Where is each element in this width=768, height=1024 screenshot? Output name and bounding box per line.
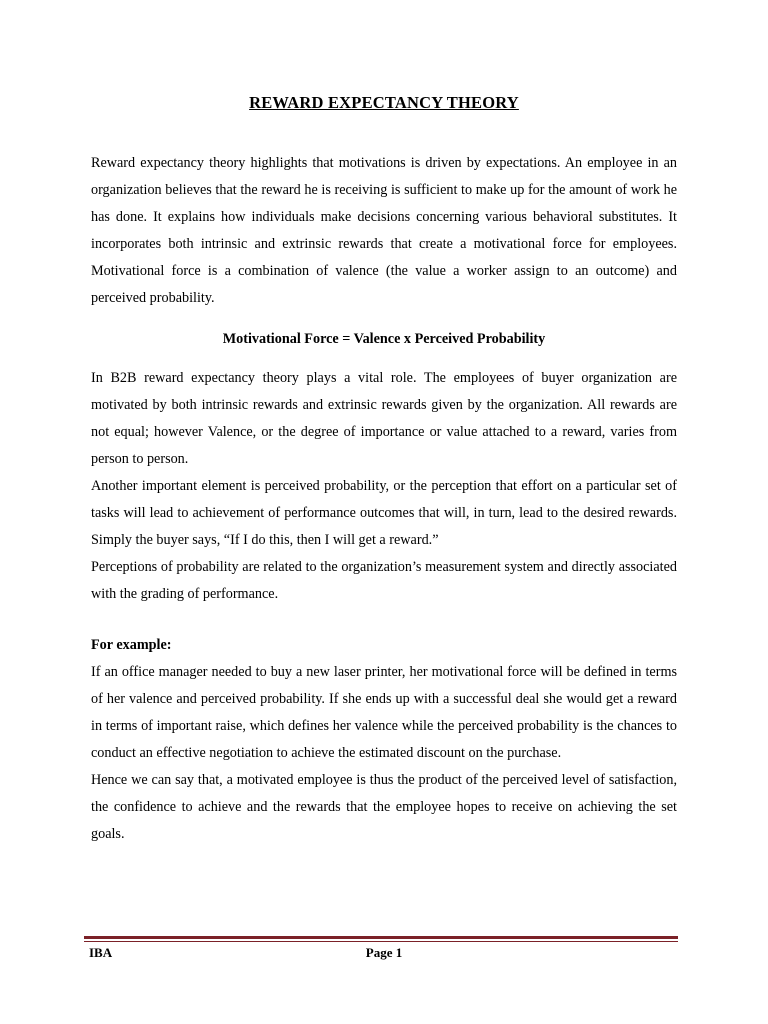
paragraph-example: If an office manager needed to buy a new laser printer, her motivational force will be defined in terms of her valence and perceived probability. If she ends up with a successful deal she would get a reward in terms of important raise, which defines her valence while the perceived probability is the chances to conduct an effective negotiation to achieve the estimated discount on the purchase. (91, 664, 677, 761)
document-title: REWARD EXPECTANCY THEORY (249, 93, 519, 112)
paragraph-intro: Reward expectancy theory highlights that motivations is driven by expectations. An employee in an organization believes that the reward he is receiving is sufficient to make up for the amount of work he has done. It explains how individuals make decisions concerning various behavioral substitutes. It incorporates both intrinsic and extrinsic rewards that create a motivational force for employees. Motivational force is a combination of valence (the value a worker assign to an outcome) and perceived probability. (91, 155, 677, 306)
example-heading: For example: (91, 637, 172, 653)
paragraph-b2b: In B2B reward expectancy theory plays a vital role. The employees of buyer organization are motivated by both intrinsic rewards and extrinsic rewards given by the organization. All rewards are not equal; however Valence, or the degree of importance or value attached to a reward, varies from person to person. (91, 370, 677, 467)
body-paragraph-block (91, 365, 677, 608)
formula-line: Motivational Force = Valence x Perceived Probability (222, 331, 546, 347)
footer-rule-thick (84, 936, 678, 939)
footer-label: IBA (89, 945, 113, 960)
example-paragraph-block (91, 659, 677, 848)
paragraph-perceived-probability: Another important element is perceived probability, or the perception that effort on a particular set of tasks will lead to achievement of performance outcomes that will, in turn, lead to the desired rewards. Simply the buyer says, “If I do this, then I will get a reward.” (91, 478, 677, 548)
footer-rule-thin (84, 941, 678, 942)
paragraph-conclusion: Hence we can say that, a motivated employee is thus the product of the perceived level of satisfaction, the confidence to achieve and the rewards that the employee hopes to receive on achieving the set goals. (91, 772, 677, 842)
paragraph-perceptions: Perceptions of probability are related to the organization’s measurement system and directly associated with the grading of performance. (91, 559, 677, 602)
intro-paragraph-block (91, 150, 677, 312)
page-number: Page 1 (365, 945, 403, 960)
